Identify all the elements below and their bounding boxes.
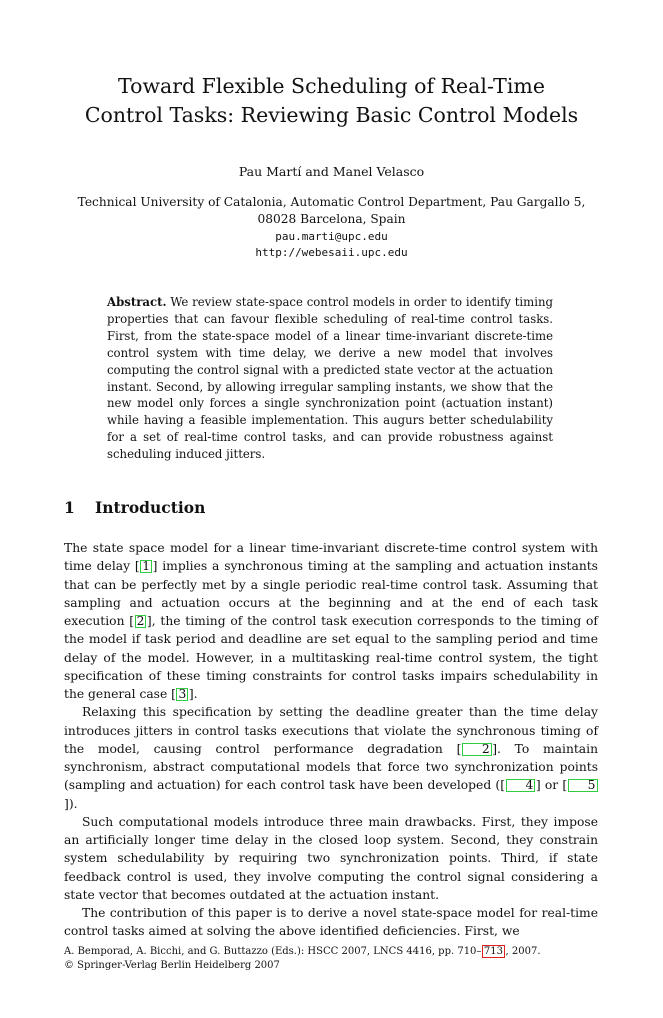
- section-number: 1: [64, 498, 75, 517]
- citation-link[interactable]: 2: [136, 614, 145, 628]
- author-list: Pau Martí and Manel Velasco: [238, 164, 425, 179]
- affiliation: [40, 194, 623, 228]
- text-run: or: [540, 778, 563, 793]
- citation-link[interactable]: 5: [568, 779, 598, 792]
- paragraph-4: The contribution of this paper is to derive a novel state-space model for real-time control tasks aimed at solving the above identified deficiencies. First, we: [64, 906, 598, 939]
- paragraph-2: Relaxing this specification by setting the deadline greater than the time delay introduces jitters in control tasks executions that violate the synchronous timing of the model, causing control performance degradation [ 2 ]. To maintain synchronism, abstract computational models that force two synchronization points (sampling and actuation) for each control task have been developed ([ 4 ] or [ 5]).: [64, 705, 598, 811]
- text-run: implies a synchronous timing at the sampling and actuation instants that can be perfectly met by a single periodic real-time control task. Assuming that sampling and actuation occurs at the beginning and at the end of each task execution: [64, 559, 598, 628]
- citation-link[interactable]: 1: [142, 559, 151, 574]
- text-run: ).: [68, 796, 78, 811]
- footer: [64, 945, 598, 972]
- footer-copyright: © Springer-Verlag Berlin Heidelberg 2007: [64, 959, 280, 971]
- text-run: , 2007.: [505, 946, 541, 957]
- abstract-text: We review state-space control models in order to identify timing properties that can favour flexible scheduling of real-time control tasks. First, from the state-space model of a linear time-invariant discrete-time control system with time delay, we derive a new model that involves computing the control signal with a predicted state vector at the actuation instant. Second, by allowing irregular sampling instants, we show that the new model only forces a single synchronization point (actuation instant) while having a feasible implementation. This augurs better schedulability for a set of real-time control tasks, and can provide robustness against scheduling induced jitters.: [107, 295, 553, 462]
- citation-link[interactable]: 3: [178, 687, 187, 701]
- text-run: The state space model for a linear time-invariant discrete-time control system with time delay: [64, 541, 598, 574]
- body-text: [64, 539, 598, 941]
- citation-link[interactable]: 4: [506, 779, 536, 792]
- section-title: Introduction: [95, 498, 206, 517]
- text-run: .: [193, 687, 198, 701]
- affiliation-line-1: Technical University of Catalonia, Automatic Control Department, Pau Gargallo 5,: [77, 195, 586, 209]
- institution-url[interactable]: http://webesaii.upc.edu: [255, 246, 408, 259]
- citation-link[interactable]: 2: [462, 743, 492, 756]
- section-heading: [64, 498, 205, 518]
- footer-citation: [64, 945, 598, 959]
- paragraph-1: The state space model for a linear time-invariant discrete-time control system with time delay [ 1 ] implies a synchronous timing at the sampling and actuation instants that can be perfectly met by a single periodic real-time control task. Assuming that sampling and actuation occurs at the beginning and at the end of each task execution [ 2 ], the timing of the control task execution corresponds to the timing of the model if task period and deadline are set equal to the sampling period and time delay of the model. However, in a multitasking real-time control system, the tight specification of these timing constraints for control tasks impairs schedulability in the general case [ 3 ].: [64, 541, 598, 701]
- text-run: Relaxing this specification by setting the deadline greater than the time delay introduces jitters in control tasks executions that violate the synchronous timing of the model, causing control performance degradation: [64, 705, 598, 756]
- abstract-label: Abstract.: [107, 295, 167, 309]
- title-line-1: Toward Flexible Scheduling of Real-Time: [118, 74, 545, 98]
- affiliation-line-2: 08028 Barcelona, Spain: [257, 212, 406, 226]
- title-line-2: Control Tasks: Reviewing Basic Control Models: [84, 103, 579, 127]
- paragraph-3: Such computational models introduce three main drawbacks. First, they impose an artificially longer time delay in the closed loop system. Second, they constrain system schedulability by requiring two synchronization points. Third, if state feedback control is used, they involve computing the control signal considering a state vector that becomes outdated at the actuation instant.: [64, 814, 598, 902]
- author-email[interactable]: pau.marti@upc.edu: [275, 230, 388, 243]
- abstract: [107, 294, 553, 463]
- paper-title: [40, 72, 623, 130]
- text-run: . To maintain synchronism, abstract computational models that force two synchronization points (sampling and actuation) for each control task have been developed (: [64, 741, 598, 793]
- text-run: A. Bemporad, A. Bicchi, and G. Buttazzo (Eds.): HSCC 2007, LNCS 4416, pp. 710–: [64, 946, 482, 957]
- text-run: , the timing of the control task execution corresponds to the timing of the model if task period and deadline are set equal to the sampling period and time delay of the model. However, in a multitasking real-time control system, the tight specification of these timing constraints for control tasks impairs schedulability in the general case: [64, 614, 598, 701]
- page-range-link[interactable]: 713: [483, 946, 504, 957]
